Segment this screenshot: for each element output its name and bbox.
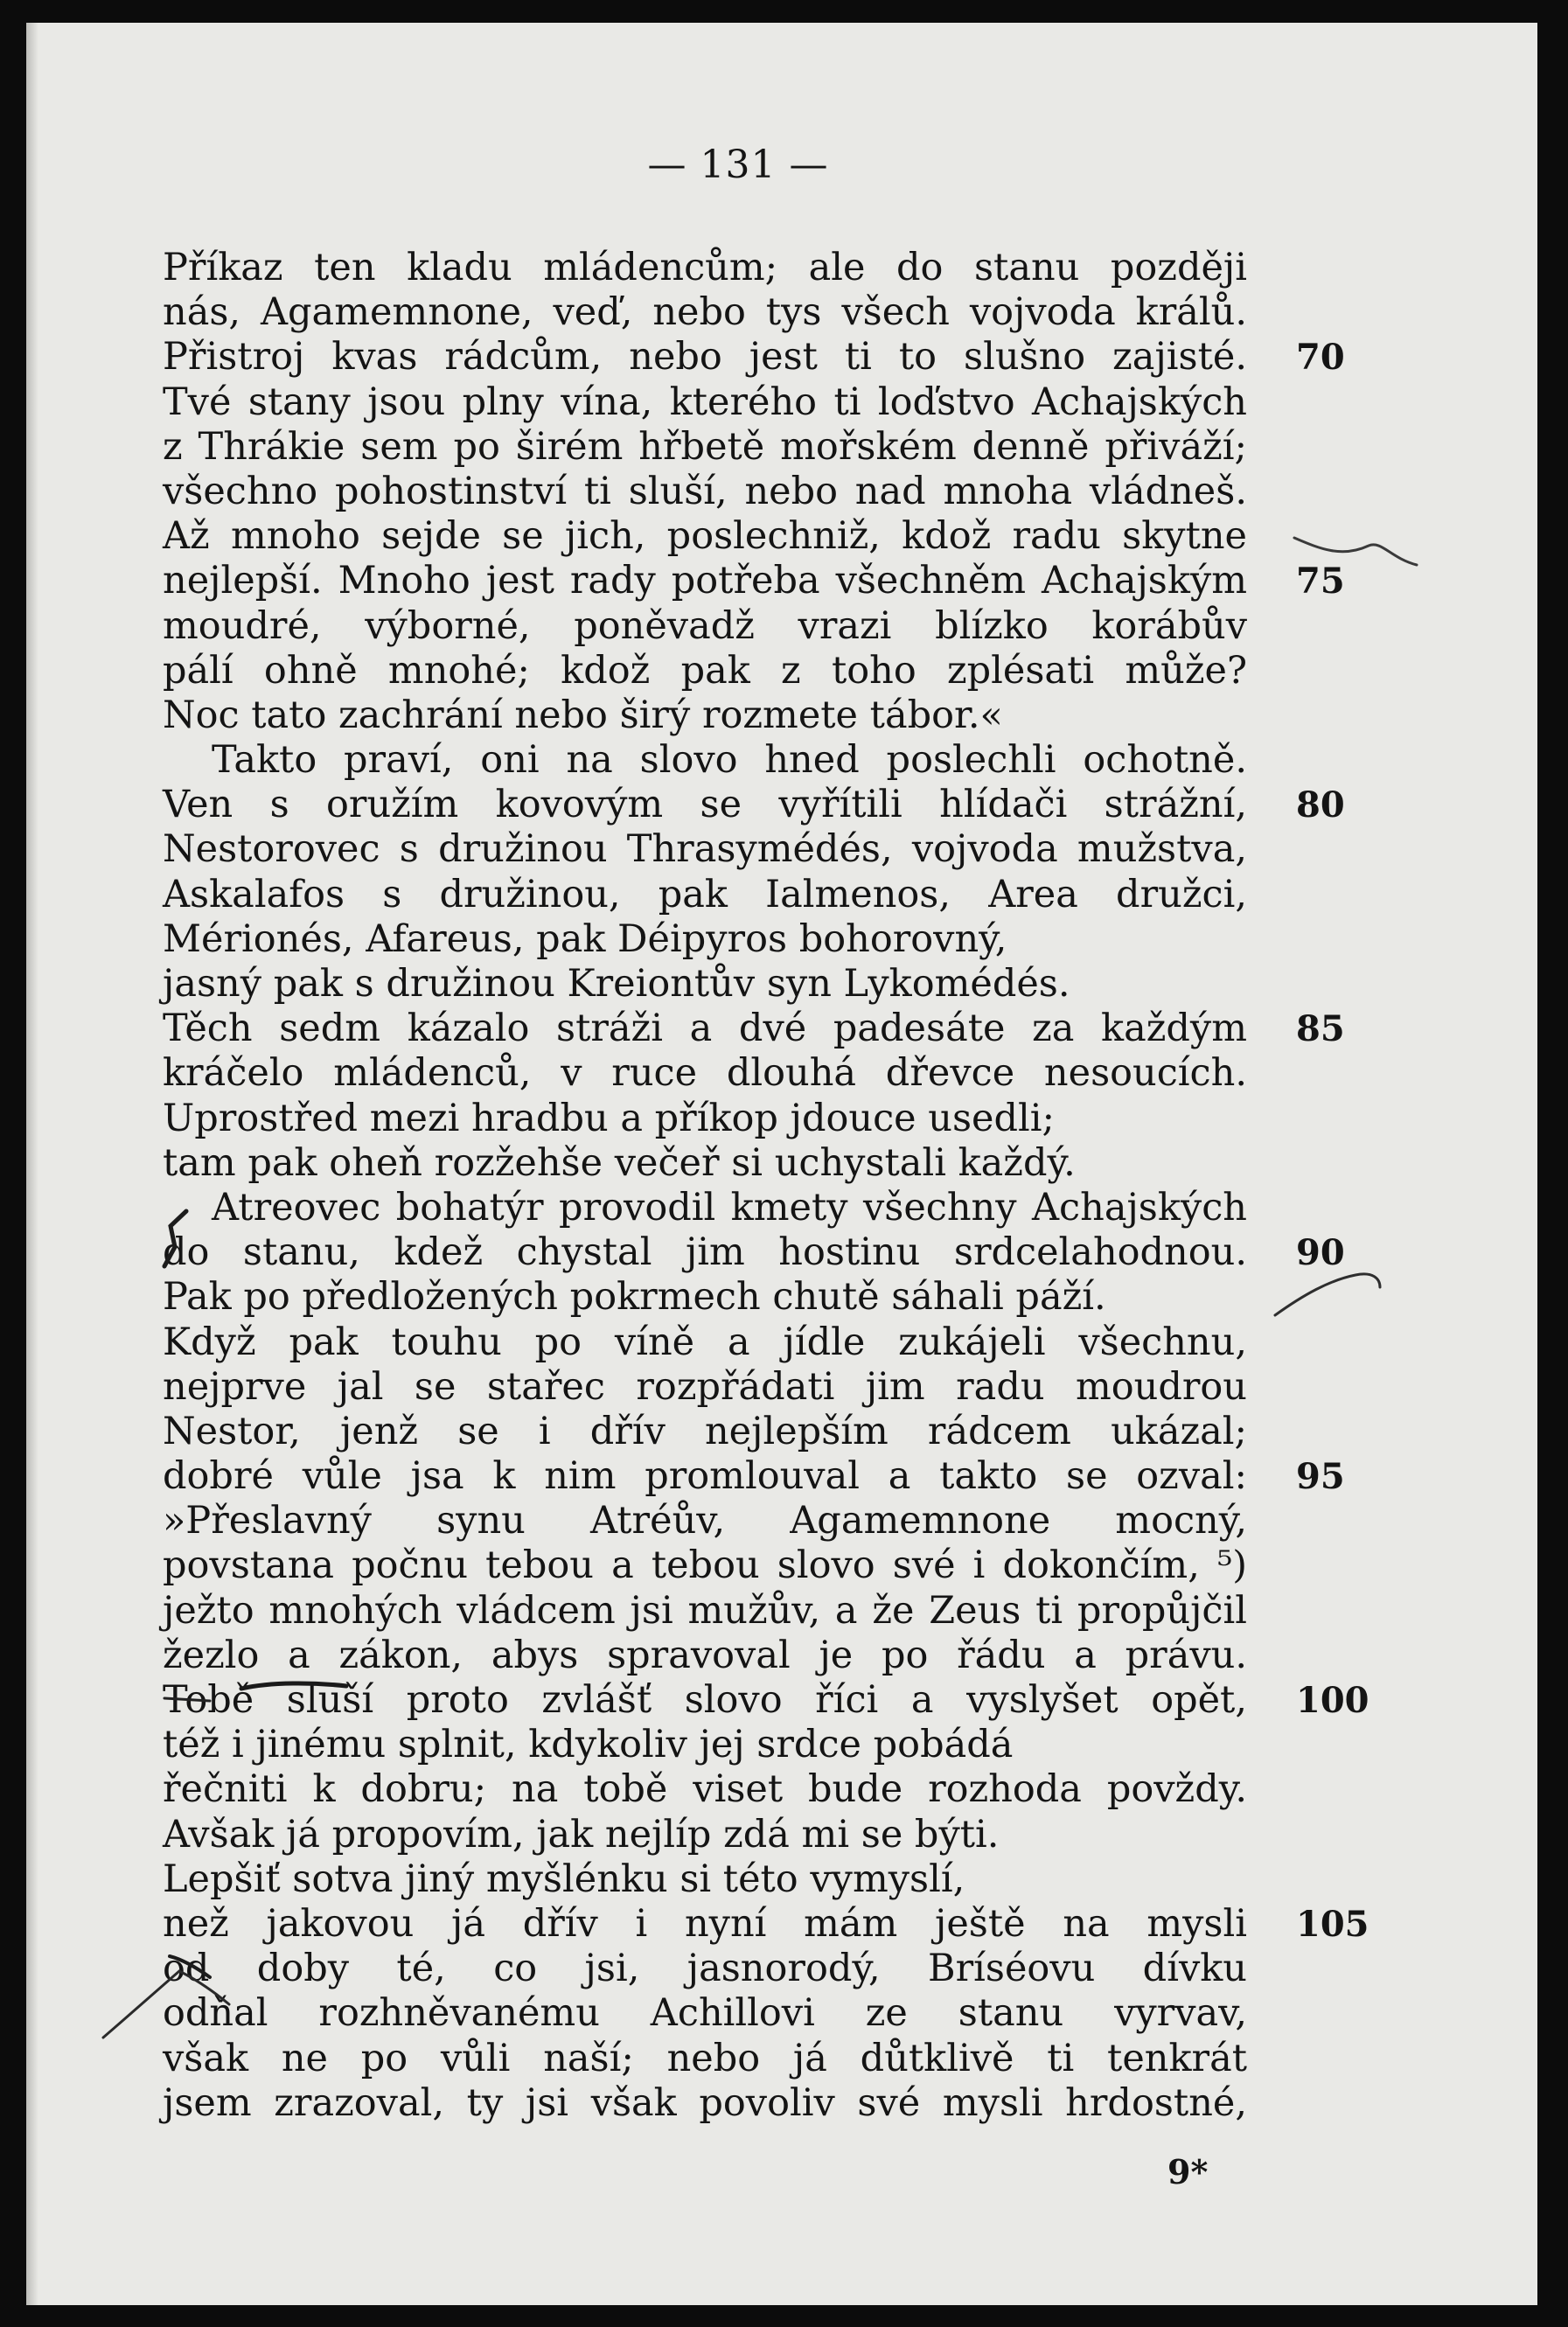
verse-line-text: Nestorovec s družinou Thrasymédés, vojvoda mužstva, [163, 827, 1247, 872]
verse-line-text: Tvé stany jsou plny vína, kterého ti loďstvo Achajských [163, 380, 1247, 424]
verse-line [163, 917, 1247, 962]
verse-line-text: do stanu, kdež chystal jim hostinu srdcelahodnou. [163, 1230, 1247, 1275]
verse-line [163, 514, 1247, 559]
verse-line [163, 1901, 1369, 1947]
verse-line [163, 649, 1247, 693]
verse-line-text: dobré vůle jsa k nim promlouval a takto se ozval: [163, 1454, 1247, 1499]
verse-line [163, 1320, 1247, 1365]
verse-line-text: odňal rozhněvanému Achillovi ze stanu vyrvav, [163, 1991, 1247, 2036]
verse-line [163, 1186, 1247, 1230]
verse-line-text: Ven s oružím kovovým se vyřítili hlídači strážní, [163, 783, 1247, 827]
verse-line-text: nejprve jal se stařec rozpřádati jim radu moudrou [163, 1364, 1247, 1409]
line-number: 80 [1296, 784, 1345, 826]
verse-line [163, 1141, 1247, 1186]
verse-line-text: Noc tato zachrání nebo širý rozmete tábor.« [163, 693, 1003, 737]
verse-line [163, 470, 1247, 514]
verse-line [163, 783, 1345, 827]
verse-line-text: ježto mnohých vládcem jsi mužův, a že Zeus ti propůjčil [163, 1588, 1247, 1633]
verse-line-text: Přistroj kvas rádcům, nebo jest ti to slušno zajisté. [163, 335, 1247, 380]
line-number: 85 [1296, 1008, 1345, 1050]
verse-line-text: Když pak touhu po víně a jídle zukájeli všechnu, [163, 1320, 1247, 1364]
verse-line-text: Nestor, jenž se i dřív nejlepším rádcem ukázal; [163, 1409, 1247, 1453]
verse-line-text: »Přeslavný synu Atréův, Agamemnone mocný, [163, 1499, 1247, 1543]
line-number: 100 [1296, 1680, 1369, 1721]
line-number: 70 [1296, 337, 1345, 379]
verse-line [163, 1097, 1247, 1141]
verse-line-text: řečniti k dobru; na tobě viset bude rozhoda povždy. [163, 1767, 1247, 1812]
verse-line-text: kráčelo mládenců, v ruce dlouhá dřevce nesoucích. [163, 1051, 1247, 1096]
verse-line-text: tam pak oheň rozžehše večeř si uchystali každý. [163, 1140, 1076, 1185]
verse-line [163, 1678, 1369, 1723]
line-number: 95 [1296, 1456, 1345, 1498]
verse-line [163, 1857, 1247, 1902]
verse-line [163, 1410, 1247, 1454]
verse-line [163, 1499, 1247, 1543]
verse-line [163, 1991, 1247, 2036]
verse-line [163, 425, 1247, 470]
verse-line [163, 1767, 1247, 1812]
verse-line-text: od doby té, co jsi, jasnorodý, Bríséovu dívku [163, 1947, 1247, 1991]
verse-line-text: Avšak já propovím, jak nejlíp zdá mi se býti. [163, 1812, 1000, 1857]
book-page [26, 23, 1537, 2305]
verse-line [163, 1813, 1247, 1857]
verse-line [163, 2037, 1247, 2081]
verse-line-text: Uprostřed mezi hradbu a příkop jdouce usedli; [163, 1096, 1055, 1140]
verse-line-text: povstana počnu tebou a tebou slovo své i dokončím, ⁵) [163, 1543, 1247, 1588]
verse-line-text: Až mnoho sejde se jich, poslechniž, kdož radu skytne [163, 514, 1247, 559]
line-number: 90 [1296, 1232, 1345, 1274]
verse-line [163, 604, 1247, 649]
line-number: 75 [1296, 561, 1345, 603]
verse-line [163, 738, 1247, 783]
verse-line [163, 290, 1247, 335]
verse-line [163, 2081, 1247, 2126]
verse-line [163, 693, 1247, 738]
verse-line-text: Takto praví, oni na slovo hned poslechli ochotně. [212, 738, 1247, 783]
verse-line [163, 1230, 1345, 1275]
verse-line-text: též i jinému splnit, kdykoliv jej srdce pobádá [163, 1723, 1014, 1767]
verse-line [163, 1543, 1247, 1588]
verse-line [163, 962, 1247, 1007]
verse-line [163, 827, 1247, 872]
verse-line-text: Těch sedm kázalo stráži a dvé padesáte za každým [163, 1007, 1247, 1051]
verse-text [163, 246, 1369, 2126]
verse-line-text: než jakovou já dřív i nyní mám ještě na mysli [163, 1901, 1247, 1946]
verse-line-text: žezlo a zákon, abys spravoval je po řádu a právu. [163, 1633, 1247, 1677]
verse-line-text: jsem zrazoval, ty jsi však povoliv své mysli hrdostné, [163, 2080, 1247, 2125]
verse-line-text: Lepšiť sotva jiný myšlénku si této vymyslí, [163, 1857, 965, 1901]
verse-line [163, 1275, 1247, 1320]
verse-line-text: moudré, výborné, poněvadž vrazi blízko korábův [163, 603, 1247, 648]
page-number: — 131 — [647, 143, 829, 187]
verse-line [163, 1947, 1247, 1991]
verse-line-text: nás, Agamemnone, veď, nebo tys všech vojvoda králů. [163, 290, 1247, 335]
verse-line [163, 380, 1247, 425]
verse-line [163, 1723, 1247, 1767]
verse-line-text: však ne po vůli naší; nebo já důtklivě ti tenkrát [163, 2036, 1247, 2080]
pencil-mark-line-90 [1275, 1274, 1380, 1315]
verse-line [163, 1365, 1247, 1410]
line-number: 105 [1296, 1903, 1369, 1945]
verse-line-text: Pak po předložených pokrmech chutě sáhali páží. [163, 1275, 1106, 1320]
signature-mark: 9* [1167, 2152, 1209, 2191]
verse-line-text: z Thrákie sem po širém hřbetě mořském denně přiváží; [163, 424, 1247, 469]
verse-line-text: jasný pak s družinou Kreiontův syn Lykomédés. [163, 962, 1070, 1006]
verse-line-text: pálí ohně mnohé; kdož pak z toho zplésati může? [163, 648, 1247, 693]
verse-line-text: Askalafos s družinou, pak Ialmenos, Area družci, [163, 872, 1247, 916]
verse-line [163, 873, 1247, 917]
verse-line [163, 1051, 1247, 1096]
verse-line [163, 1454, 1345, 1499]
verse-line [163, 559, 1345, 603]
verse-line-text: všechno pohostinství ti sluší, nebo nad mnoha vládneš. [163, 469, 1247, 513]
verse-line [163, 335, 1345, 380]
verse-line-text: Atreovec bohatýr provodil kmety všechny Achajských [212, 1185, 1247, 1230]
verse-line-text: Tobě sluší proto zvlášť slovo říci a vyslyšet opět, [163, 1678, 1247, 1722]
verse-line [163, 246, 1247, 290]
verse-line-text: Mérionés, Afareus, pak Déipyros bohorovný, [163, 916, 1007, 961]
verse-line [163, 1007, 1345, 1051]
verse-line-text: Příkaz ten kladu mládencům; ale do stanu později [163, 246, 1247, 289]
verse-line [163, 1589, 1247, 1634]
verse-line-text: nejlepší. Mnoho jest rady potřeba všechněm Achajským [163, 559, 1247, 603]
verse-line [163, 1634, 1247, 1678]
page-spine-shadow [26, 23, 38, 2305]
